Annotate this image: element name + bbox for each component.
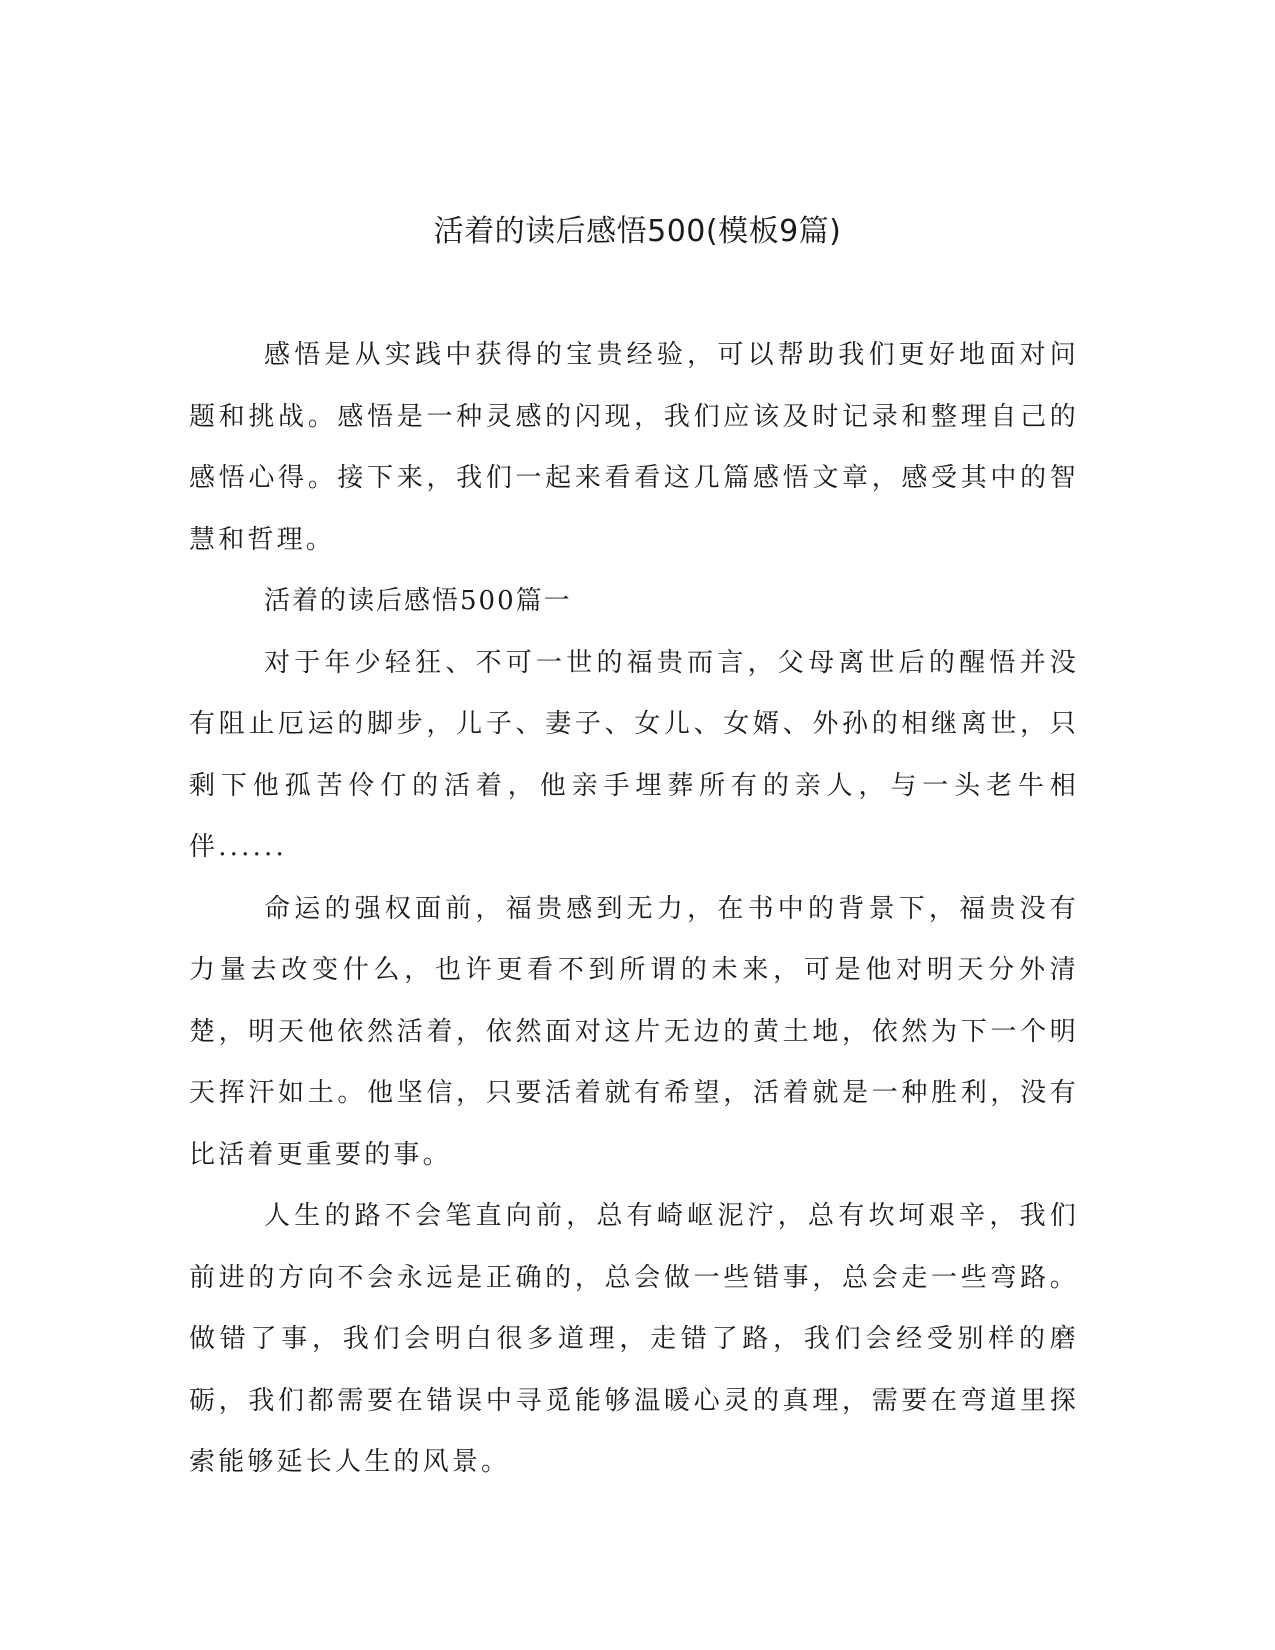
section-heading: 活着的读后感悟500篇一 [264, 586, 572, 616]
intro-paragraph: 感悟是从实践中获得的宝贵经验，可以帮助我们更好地面对问题和挑战。感悟是一种灵感的闪现，我们应该及时记录和整理自己的感悟心得。接下来，我们一起来看看这几篇感悟文章，感受其中的智慧和哲理。 [189, 340, 1079, 555]
body-paragraph: 对于年少轻狂、不可一世的福贵而言，父母离世后的醒悟并没有阻止厄运的脚步，儿子、妻子、女儿、女婿、外孙的相继离世，只剩下他孤苦伶仃的活着，他亲手埋葬所有的亲人，与一头老牛相伴...... [189, 647, 1079, 862]
body-paragraph: 命运的强权面前，福贵感到无力，在书中的背景下，福贵没有力量去改变什么，也许更看不到所谓的未来，可是他对明天分外清楚，明天他依然活着，依然面对这片无边的黄土地，依然为下一个明天挥汗如土。他坚信，只要活着就有希望，活着就是一种胜利，没有比活着更重要的事。 [189, 893, 1079, 1170]
document-body [189, 325, 1079, 1494]
document-title: 活着的读后感悟500(模板9篇) [433, 214, 842, 249]
body-paragraph: 人生的路不会笔直向前，总有崎岖泥泞，总有坎坷艰辛，我们前进的方向不会永远是正确的，总会做一些错事，总会走一些弯路。做错了事，我们会明白很多道理，走错了路，我们会经受别样的磨砺，我们都需要在错误中寻觅能够温暖心灵的真理，需要在弯道里探索能够延长人生的风景。 [189, 1201, 1079, 1477]
